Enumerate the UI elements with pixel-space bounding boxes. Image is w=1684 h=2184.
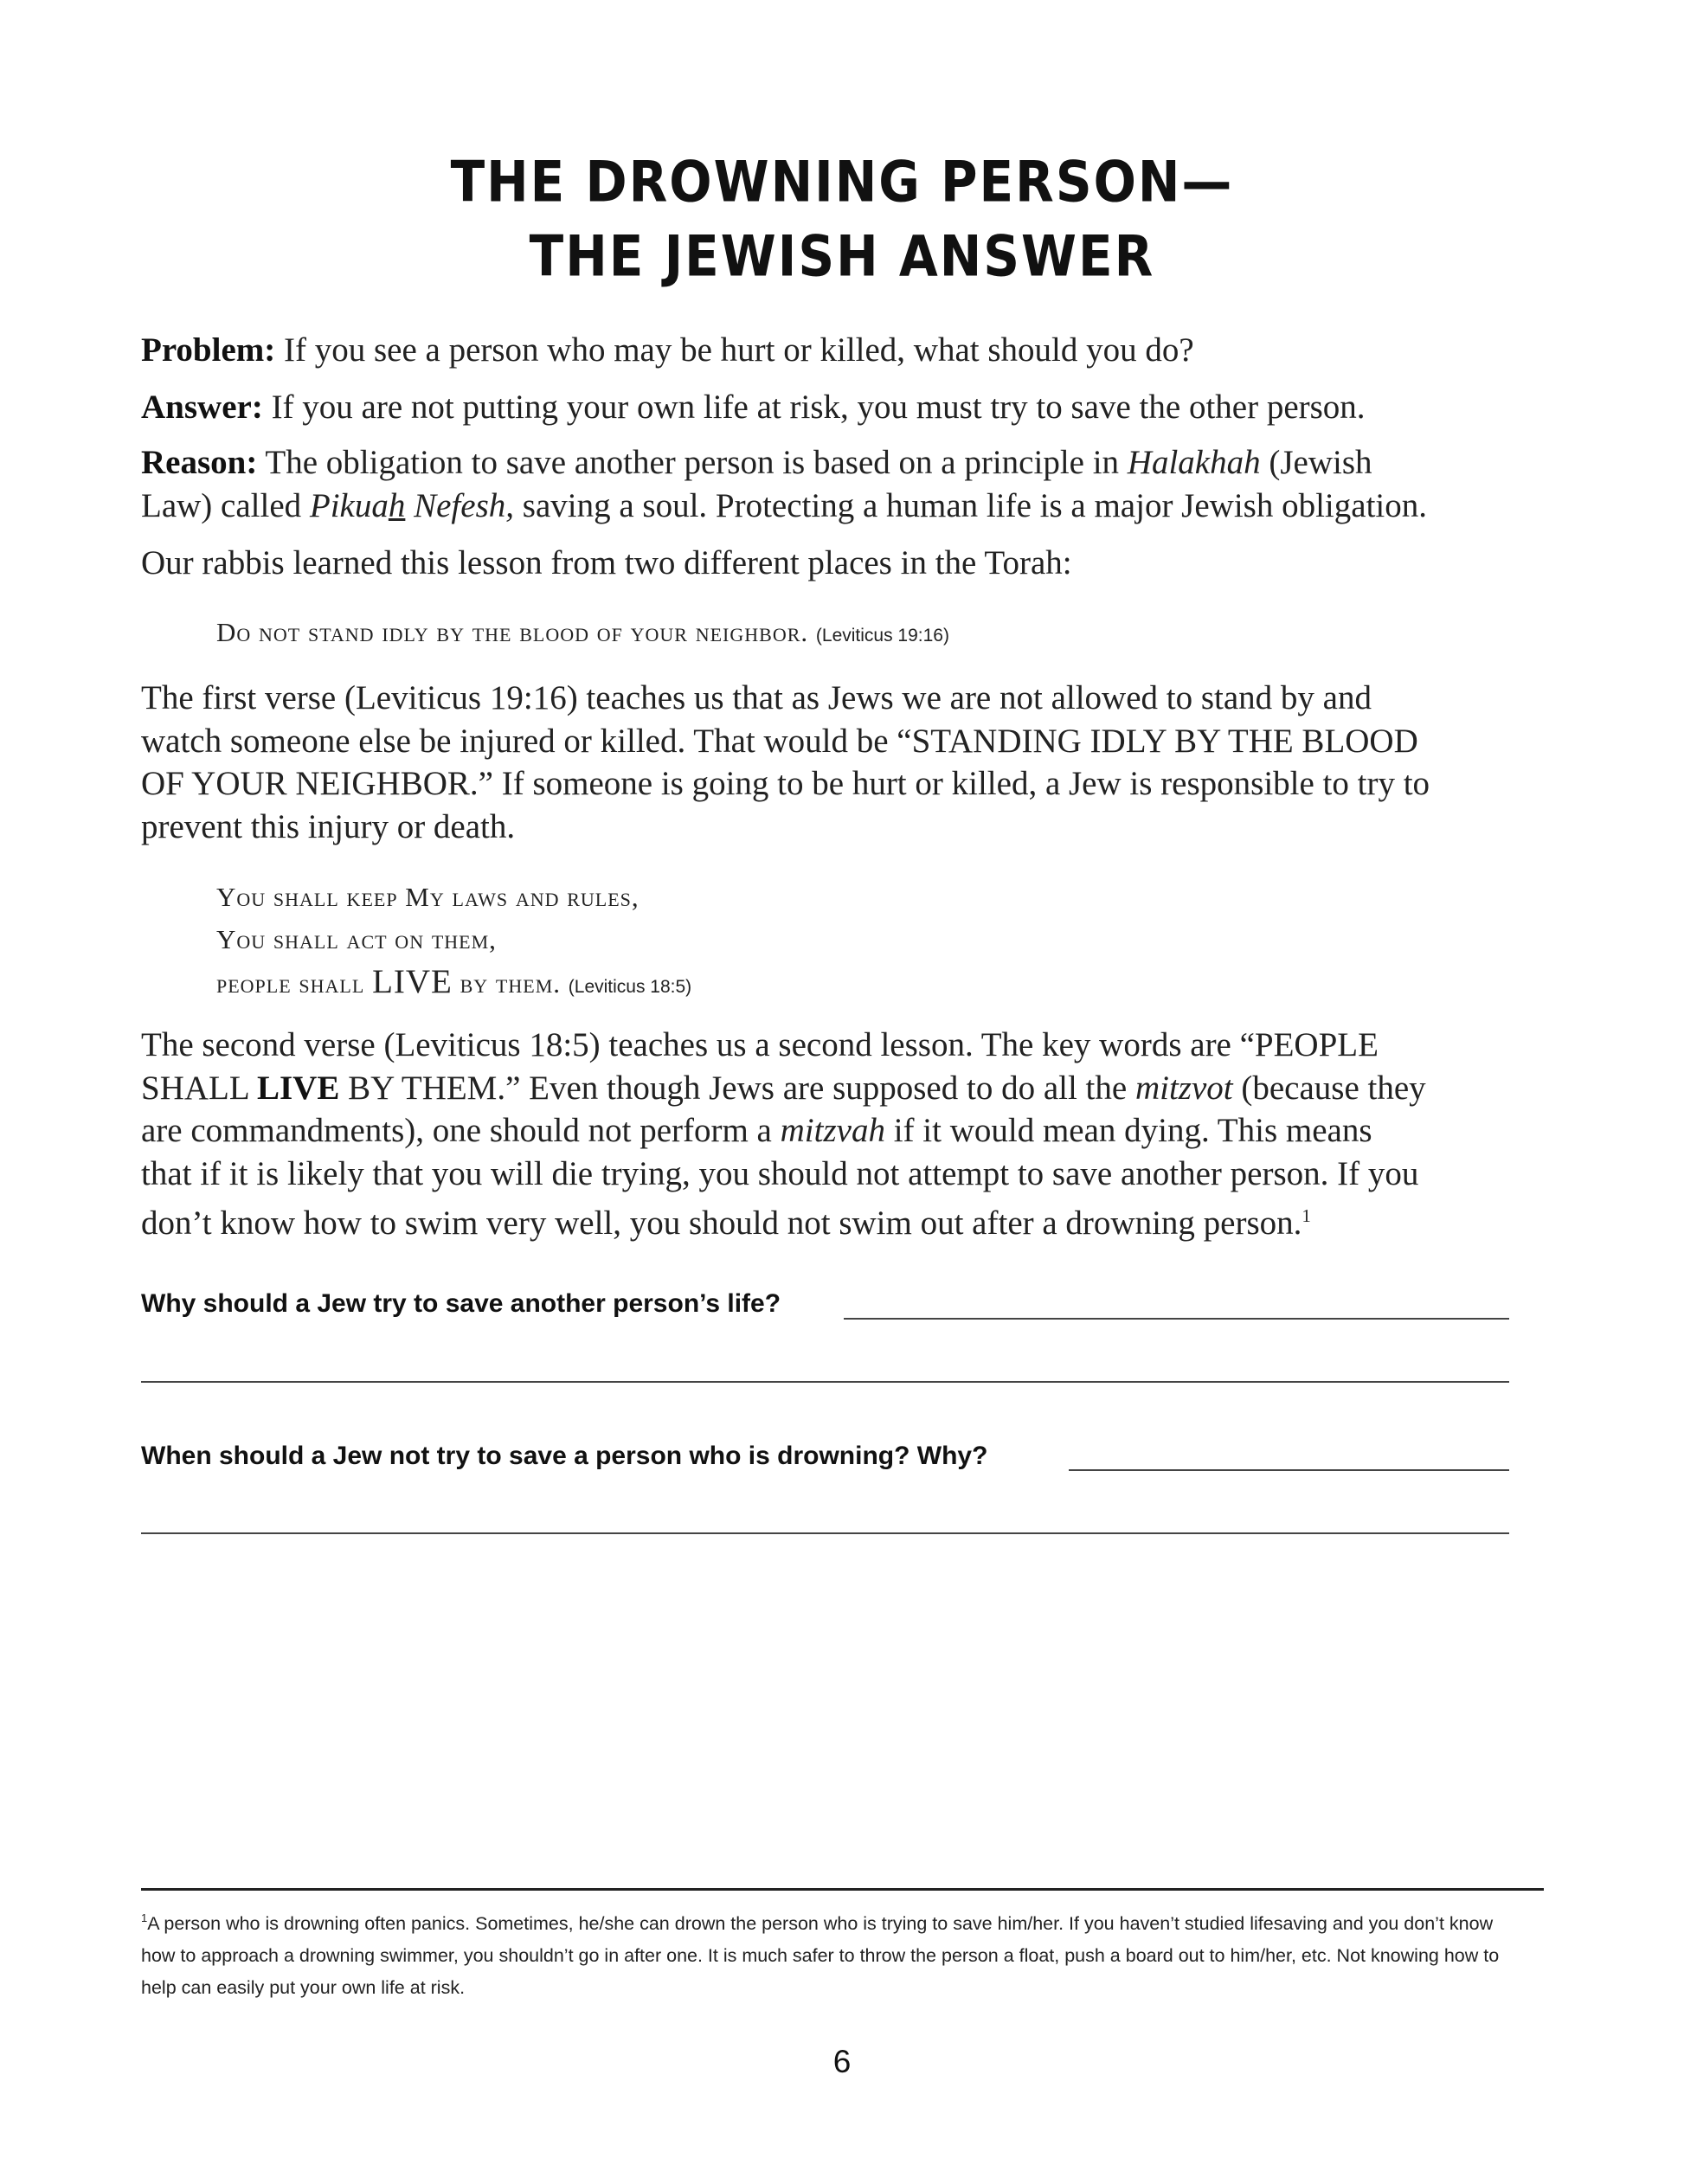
reason-line-1: Reason: The obligation to save another person is based on a principle in Halakhah (Jewish [141, 444, 1372, 481]
paragraph-line: SHALL LIVE BY THEM.” Even though Jews are supposed to do all the mitzvot (because they [141, 1069, 1426, 1107]
footnote [141, 1902, 1526, 2004]
answer-text: If you are not putting your own life at risk, you must try to save the other person. [262, 389, 1366, 426]
paragraph-line: are commandments), one should not perform a mitzvah if it would mean dying. This means [141, 1112, 1372, 1149]
verse-leviticus-19-16 [216, 611, 949, 657]
reason-statement [141, 441, 1560, 527]
emphasis-live: LIVE [256, 1069, 340, 1107]
page-number: 6 [832, 2044, 852, 2079]
second-verse-explanation [141, 1024, 1560, 1245]
question-2: When should a Jew not try to save a person who is drowning? Why? [141, 1442, 988, 1470]
term-pikuah-nefesh: Pikuah Nefesh, [309, 486, 515, 524]
reason-label: Reason: [141, 444, 258, 481]
verse-citation: (Leviticus 18:5) [568, 977, 692, 997]
term-mitzvot: mitzvot [1134, 1069, 1233, 1107]
paragraph-line: that if it is likely that you will die trying, you should not attempt to save another person. If you [141, 1154, 1419, 1192]
footnote-marker: 1 [141, 1911, 148, 1924]
footnote-reference: 1 [1302, 1205, 1311, 1226]
reason-line-2: Law) called Pikuah Nefesh, saving a soul. Protecting a human life is a major Jewish obligation. [141, 486, 1427, 524]
answer-line-2b[interactable] [141, 1532, 1509, 1534]
verse-leviticus-18-5 [216, 876, 691, 1008]
footnote-divider [141, 1888, 1544, 1891]
problem-statement [141, 329, 1560, 372]
footnote-text: A person who is drowning often panics. Sometimes, he/she can drown the person who is trying to save him/her. If you haven’t studied lifesaving and you don’t know how to approach a drowning swimmer, you shouldn’t go in after one. It is much safer to throw the person a float, push a board out to him/her, etc. Not knowing how to help can easily put your own life at risk. [141, 1913, 1500, 1998]
paragraph-line: The first verse (Leviticus 19:16) teaches us that as Jews we are not allowed to stand by and [141, 679, 1372, 716]
answer-label: Answer: [141, 389, 263, 426]
emphasis-live: LIVE [372, 963, 453, 1000]
paragraph-line: watch someone else be injured or killed. That would be “STANDING IDLY BY THE BLOOD [141, 722, 1418, 760]
paragraph-line: OF YOUR NEIGHBOR.” If someone is going to be hurt or killed, a Jew is responsible to try to [141, 765, 1430, 802]
paragraph-line: don’t know how to swim very well, you should not swim out after a drowning person.$^1$ [141, 1204, 1311, 1242]
answer-statement [141, 386, 1560, 429]
question-1: Why should a Jew try to save another person’s life? [141, 1289, 781, 1318]
term-mitzvah: mitzvah [780, 1112, 885, 1149]
verse-text: Do not stand idly by the blood of your neighbor. [216, 617, 809, 647]
verse-citation: (Leviticus 19:16) [815, 626, 949, 646]
verse-line: You shall keep My laws and rules, [216, 882, 640, 912]
problem-label: Problem: [141, 331, 276, 369]
paragraph-line: prevent this injury or death. [141, 807, 516, 845]
page-title-line-2: THE JEWISH ANSWER [529, 222, 1155, 290]
answer-line-1b[interactable] [141, 1381, 1509, 1383]
verse-line: You shall act on them, [216, 924, 497, 954]
page-title-line-1: THE DROWNING PERSON— [450, 148, 1234, 215]
term-halakhah: Halakhah [1127, 444, 1261, 481]
answer-line-1a[interactable] [844, 1318, 1509, 1320]
first-verse-explanation [141, 677, 1560, 848]
problem-text: If you see a person who may be hurt or killed, what should you do? [275, 331, 1194, 369]
verse-line: people shall LIVE by them. (Leviticus 18:5) [216, 963, 692, 1000]
answer-line-2a[interactable] [1069, 1469, 1509, 1471]
paragraph-line: The second verse (Leviticus 18:5) teaches us a second lesson. The key words are “PEOPLE [141, 1026, 1379, 1063]
torah-intro: Our rabbis learned this lesson from two different places in the Torah: [141, 544, 1072, 581]
